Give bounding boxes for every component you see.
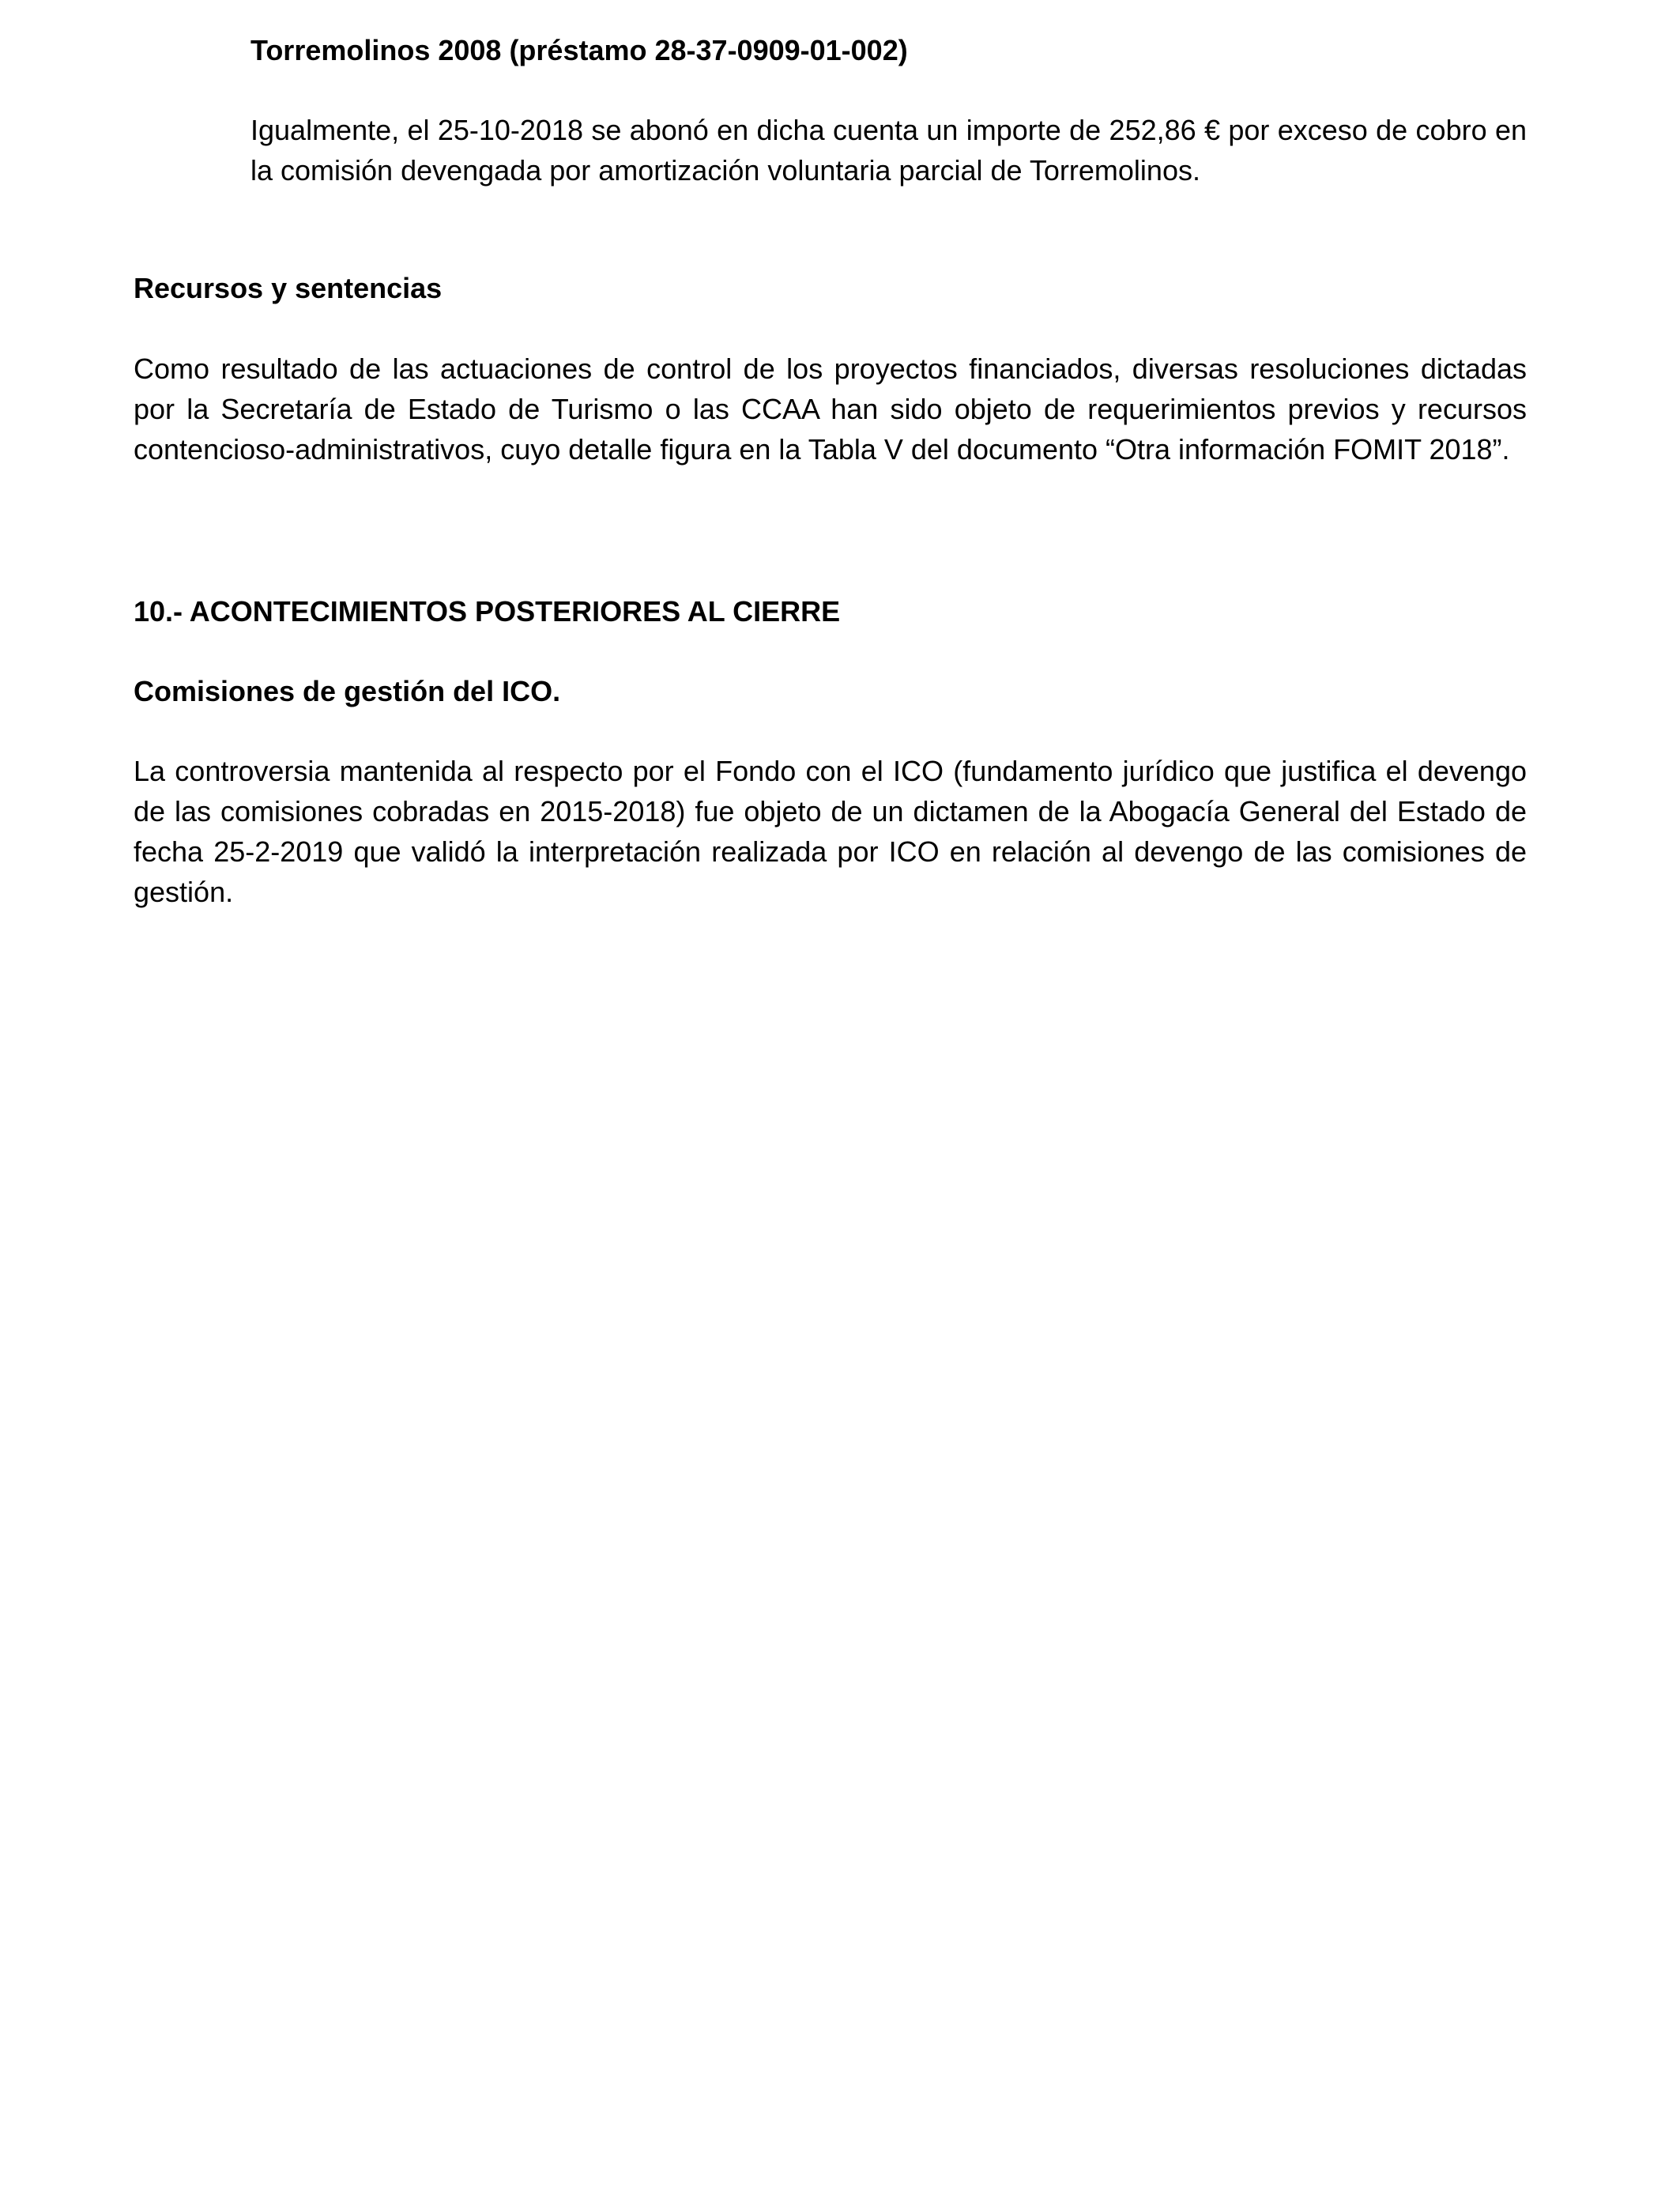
heading-comisiones-ico: Comisiones de gestión del ICO. xyxy=(134,675,561,707)
heading-recursos-y-sentencias: Recursos y sentencias xyxy=(134,272,443,304)
section-heading-acontecimientos: 10.- ACONTECIMIENTOS POSTERIORES AL CIERRE xyxy=(134,595,841,628)
paragraph-recursos: Como resultado de las actuaciones de control de los proyectos financiados, diversas resoluciones dictadas por la Secretaría de Estado de Turismo o las CCAA han sido objeto de requerimientos previos y recursos contencioso-administrativos, cuyo detalle figura en la Tabla V del documento “Otra información FOMIT 2018”. xyxy=(134,352,1527,466)
paragraph-igualmente: Igualmente, el 25-10-2018 se abonó en dicha cuenta un importe de 252,86 € por exceso de cobro en la comisión devengada por amortización voluntaria parcial de Torremolinos. xyxy=(250,114,1527,187)
paragraph-comisiones: La controversia mantenida al respecto por el Fondo con el ICO (fundamento jurídico que justifica el devengo de las comisiones cobradas en 2015-2018) fue objeto de un dictamen de la Abogacía General del Estado de fecha 25-2-2019 que validó la interpretación realizada por ICO en relación al devengo de las comisiones de gestión. xyxy=(134,755,1527,908)
subheading-torremolinos: Torremolinos 2008 (préstamo 28-37-0909-01-002) xyxy=(250,34,908,66)
